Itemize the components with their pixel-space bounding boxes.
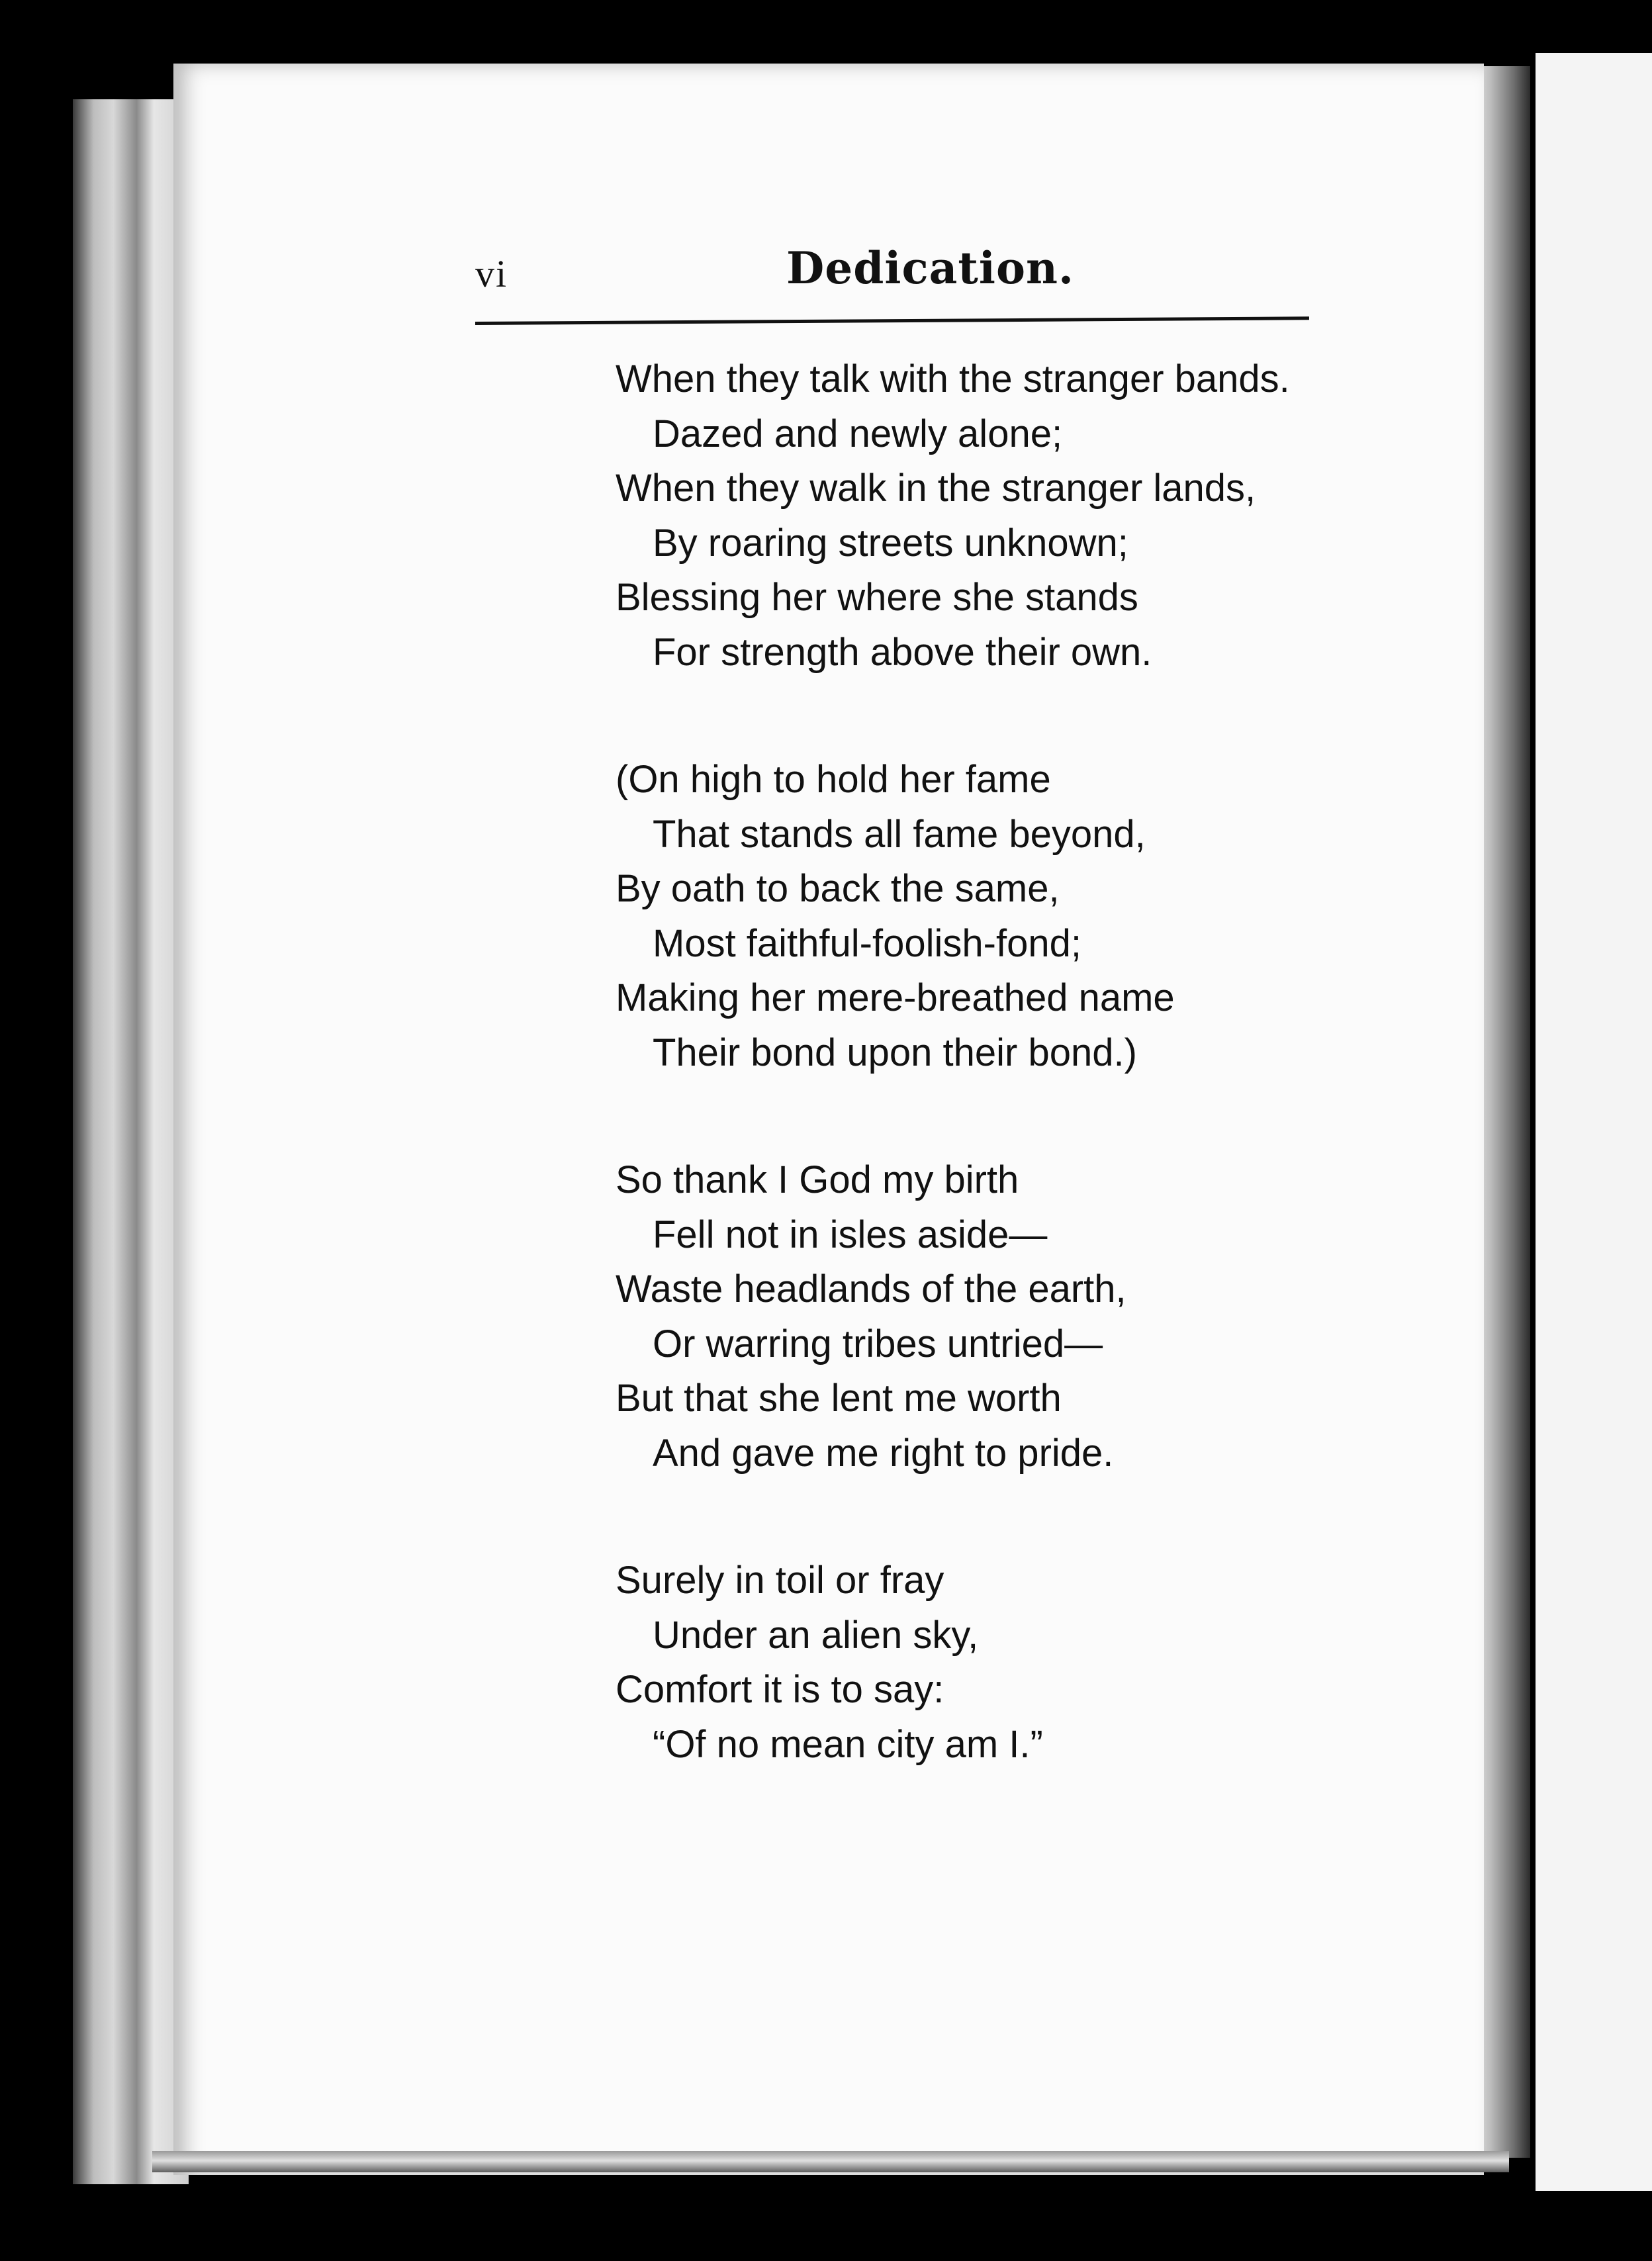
poem-line: By roaring streets unknown; bbox=[653, 521, 1128, 565]
poem-line: But that she lent me worth bbox=[616, 1377, 1062, 1420]
poem-body bbox=[616, 352, 1344, 1845]
stanza bbox=[616, 753, 1344, 1080]
page-number: vi bbox=[475, 252, 508, 295]
poem-line: When they talk with the stranger bands. bbox=[616, 357, 1290, 400]
poem-line: Fell not in isles aside— bbox=[653, 1213, 1048, 1256]
poem-line: (On high to hold her fame bbox=[616, 758, 1051, 801]
next-page-edge bbox=[1536, 53, 1652, 2191]
poem-line: That stands all fame beyond, bbox=[653, 812, 1146, 856]
poem-line: Dazed and newly alone; bbox=[653, 412, 1063, 455]
poem-line: Blessing her where she stands bbox=[616, 576, 1138, 619]
poem-line: Under an alien sky, bbox=[653, 1613, 979, 1657]
poem-line: “Of no mean city am I.” bbox=[653, 1722, 1043, 1766]
poem-line: Comfort it is to say: bbox=[616, 1668, 944, 1711]
poem-line: By oath to back the same, bbox=[616, 867, 1060, 910]
poem-line: When they walk in the stranger lands, bbox=[616, 467, 1256, 510]
page-bottom-edge bbox=[152, 2151, 1509, 2172]
poem-line: Surely in toil or fray bbox=[616, 1559, 944, 1602]
poem-line: Most faithful-foolish-fond; bbox=[653, 921, 1081, 965]
poem-line: So thank I God my birth bbox=[616, 1158, 1019, 1201]
poem-line: Waste headlands of the earth, bbox=[616, 1268, 1126, 1311]
poem-line: Their bond upon their bond.) bbox=[653, 1031, 1137, 1074]
poem-line: Or warring tribes untried— bbox=[653, 1322, 1103, 1365]
book-spine-edge bbox=[73, 99, 189, 2184]
running-title: Dedication. bbox=[786, 242, 1074, 294]
page-header bbox=[475, 238, 1309, 311]
poem-line: And gave me right to pride. bbox=[653, 1431, 1114, 1475]
stanza bbox=[616, 1553, 1344, 1772]
stanza bbox=[616, 352, 1344, 680]
stanza bbox=[616, 1153, 1344, 1481]
poem-line: Making her mere-breathed name bbox=[616, 976, 1175, 1019]
poem-line: For strength above their own. bbox=[653, 630, 1152, 674]
